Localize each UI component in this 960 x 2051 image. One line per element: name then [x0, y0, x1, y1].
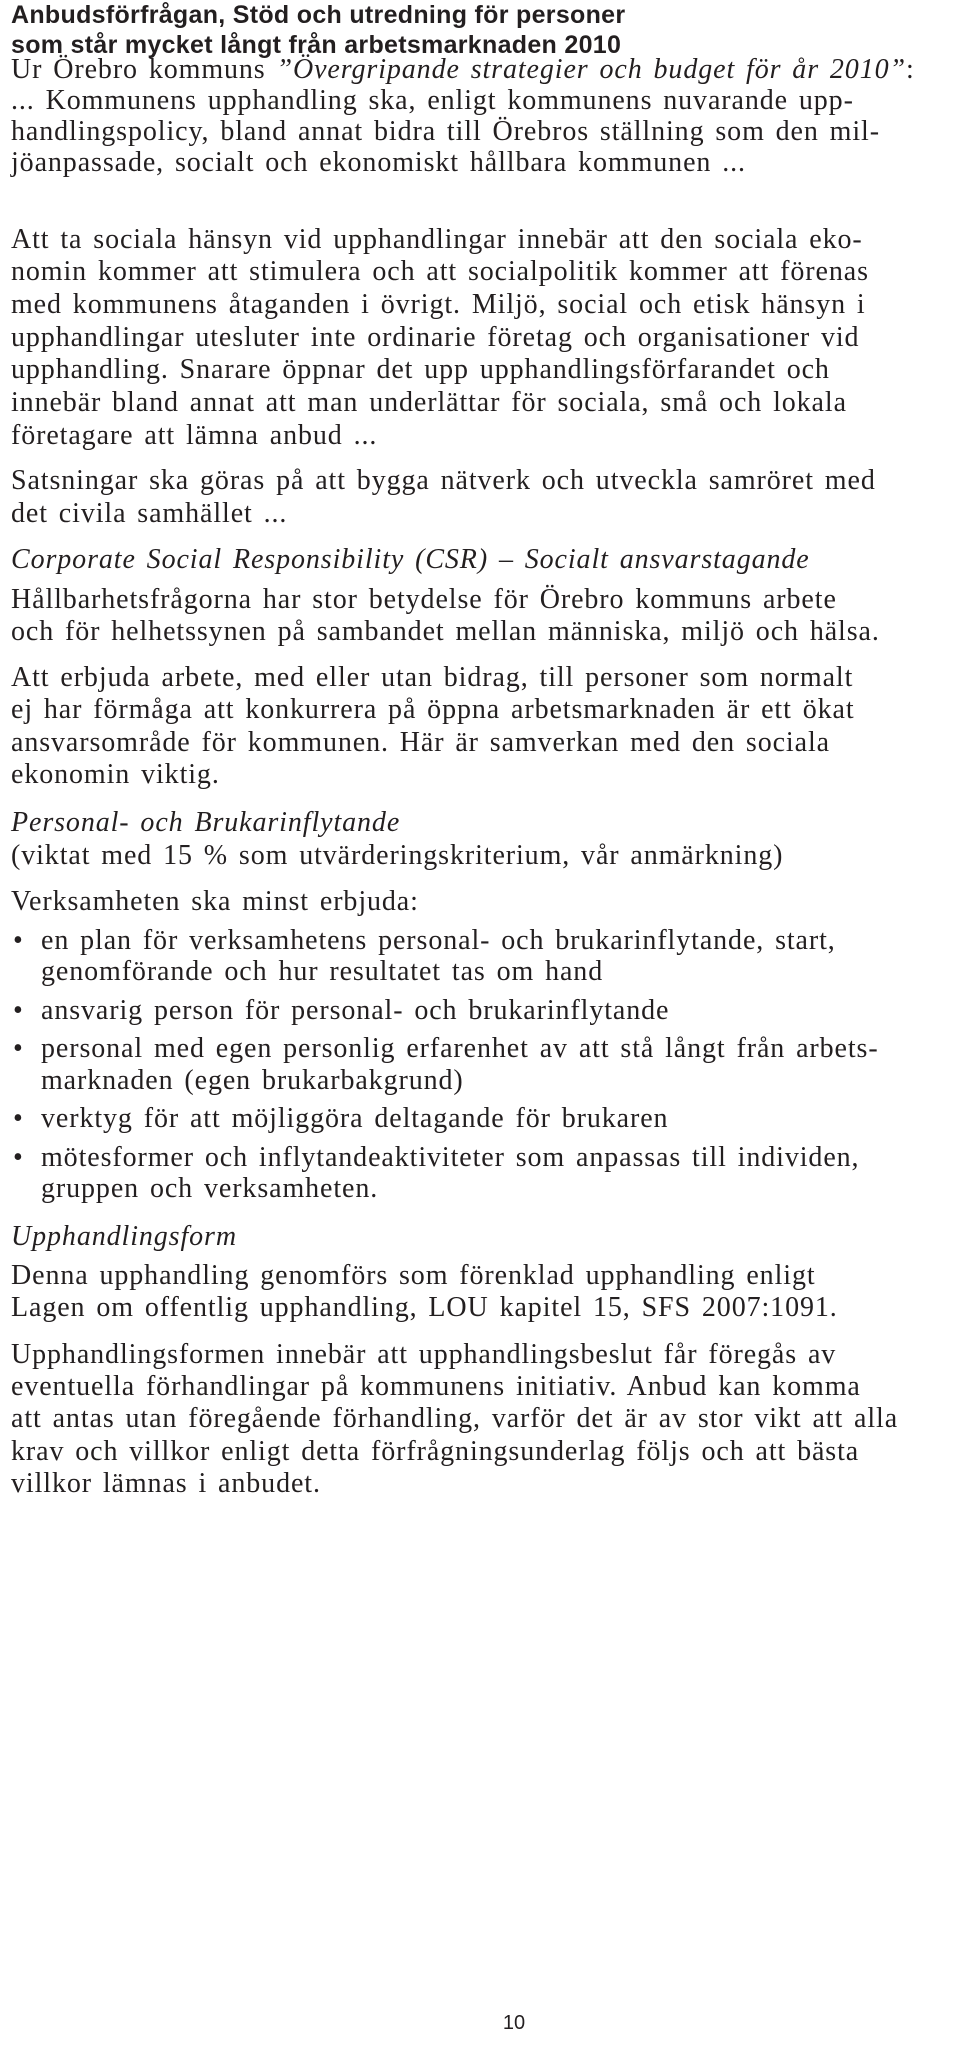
list-item-line: gruppen och verksamheten.	[41, 1173, 379, 1205]
source-document-title: ”Övergripande strategier och budget för år 2010”	[276, 54, 906, 85]
source-line	[11, 54, 949, 86]
paragraph-line: ekonomin viktig.	[11, 758, 220, 790]
list-item-line: ansvarig person för personal- och brukarinflytande	[41, 994, 670, 1026]
bullet-marker: •	[13, 1103, 24, 1135]
list-item	[11, 1142, 949, 1205]
paragraph-negotiation	[11, 1339, 949, 1500]
paragraph-line: Att erbjuda arbete, med eller utan bidrag, till personer som normalt	[11, 661, 854, 693]
requirements-intro	[11, 886, 949, 918]
paragraph-line: företagare att lämna anbud ...	[11, 419, 378, 451]
list-item	[11, 1103, 949, 1135]
paragraph-sustainability	[11, 584, 949, 648]
bullet-marker: •	[13, 1033, 24, 1065]
paragraph-line: Lagen om offentlig upphandling, LOU kapitel 15, SFS 2007:1091.	[11, 1291, 838, 1323]
paragraph-line: Satsningar ska göras på att bygga nätverk och utveckla samröret med	[11, 464, 876, 496]
paragraph-line: Att ta sociala hänsyn vid upphandlingar innebär att den sociala eko-	[11, 223, 863, 255]
heading-line: Upphandlingsform	[11, 1220, 237, 1252]
paragraph-line: upphandling. Snarare öppnar det upp upphandlingsförfarandet och	[11, 354, 830, 386]
paragraph-social-considerations	[11, 224, 949, 453]
list-item	[11, 1033, 949, 1096]
list-item-line: personal med egen personlig erfarenhet av att stå långt från arbets-	[41, 1033, 879, 1065]
quote-line: handlingspolicy, bland annat bidra till Örebros ställning som den mil-	[11, 115, 880, 147]
paragraph-line: innebär bland annat att man underlättar för sociala, små och lokala	[11, 387, 847, 419]
document-title	[11, 0, 949, 60]
source-reference	[11, 54, 949, 86]
paragraph-networks	[11, 464, 949, 530]
source-prefix: Ur Örebro kommuns	[11, 54, 277, 85]
paragraph-line: det civila samhället ...	[11, 497, 288, 529]
paragraph-line: upphandlingar utesluter inte ordinarie företag och organisationer vid	[11, 321, 860, 353]
list-item-line: mötesformer och inflytandeaktiviteter som anpassas till individen,	[41, 1141, 860, 1173]
section-influence	[11, 806, 949, 872]
paragraph-line: krav och villkor enligt detta förfrågningsunderlag följs och att bästa	[11, 1435, 860, 1467]
paragraph-lou	[11, 1260, 949, 1324]
title-line: som står mycket långt från arbetsmarknaden 2010	[11, 31, 622, 59]
paragraph-line: ansvarsområde för kommunen. Här är samverkan med den sociala	[11, 726, 830, 758]
bullet-marker: •	[13, 994, 24, 1026]
paragraph-line: och för helhetssynen på sambandet mellan människa, miljö och hälsa.	[11, 615, 880, 647]
paragraph-line: att antas utan föregående förhandling, varför det är av stor vikt att alla	[11, 1403, 899, 1435]
page-number: 10	[502, 2012, 526, 2034]
paragraph-line: villkor lämnas i anbudet.	[11, 1467, 321, 1499]
section-heading-csr	[11, 544, 949, 576]
requirements-list	[11, 925, 949, 1205]
section-heading-influence: Personal- och Brukarinflytande	[11, 806, 401, 838]
paragraph-line: nomin kommer att stimulera och att socialpolitik kommer att förenas	[11, 256, 869, 288]
paragraph-line: ej har förmåga att konkurrera på öppna arbetsmarknaden är ett ökat	[11, 694, 855, 726]
list-item-line: marknaden (egen brukarbakgrund)	[41, 1064, 464, 1096]
paragraph-employment	[11, 662, 949, 792]
paragraph-line: Verksamheten ska minst erbjuda:	[11, 885, 419, 917]
list-item-line: genomförande och hur resultatet tas om hand	[41, 956, 604, 988]
list-item-line: verktyg för att möjliggöra deltagande för brukaren	[41, 1103, 669, 1135]
section-heading-procurement	[11, 1221, 949, 1253]
paragraph-line: eventuella förhandlingar på kommunens initiativ. Anbud kan komma	[11, 1371, 861, 1403]
list-item	[11, 925, 949, 988]
quoted-paragraph	[11, 85, 949, 178]
paragraph-line: med kommunens åtaganden i övrigt. Miljö, social och etisk hänsyn i	[11, 288, 866, 320]
heading-line: Corporate Social Responsibility (CSR) – Socialt ansvarstagande	[11, 543, 810, 575]
list-item-line: en plan för verksamhetens personal- och brukarinflytande, start,	[41, 924, 836, 956]
quote-line: jöanpassade, socialt och ekonomiskt hållbara kommunen ...	[11, 146, 746, 178]
list-item	[11, 995, 949, 1027]
bullet-marker: •	[13, 1141, 24, 1173]
paragraph-line: Hållbarhetsfrågorna har stor betydelse för Örebro kommuns arbete	[11, 583, 837, 615]
weighting-note: (viktat med 15 % som utvärderingskriterium, vår anmärkning)	[11, 839, 784, 871]
quote-line: ... Kommunens upphandling ska, enligt kommunens nuvarande upp-	[11, 84, 854, 116]
title-line: Anbudsförfrågan, Stöd och utredning för personer	[11, 1, 626, 29]
paragraph-line: Upphandlingsformen innebär att upphandlingsbeslut får föregås av	[11, 1338, 837, 1370]
bullet-marker: •	[13, 924, 24, 956]
source-suffix: :	[905, 54, 915, 85]
paragraph-line: Denna upphandling genomförs som förenklad upphandling enligt	[11, 1259, 816, 1291]
